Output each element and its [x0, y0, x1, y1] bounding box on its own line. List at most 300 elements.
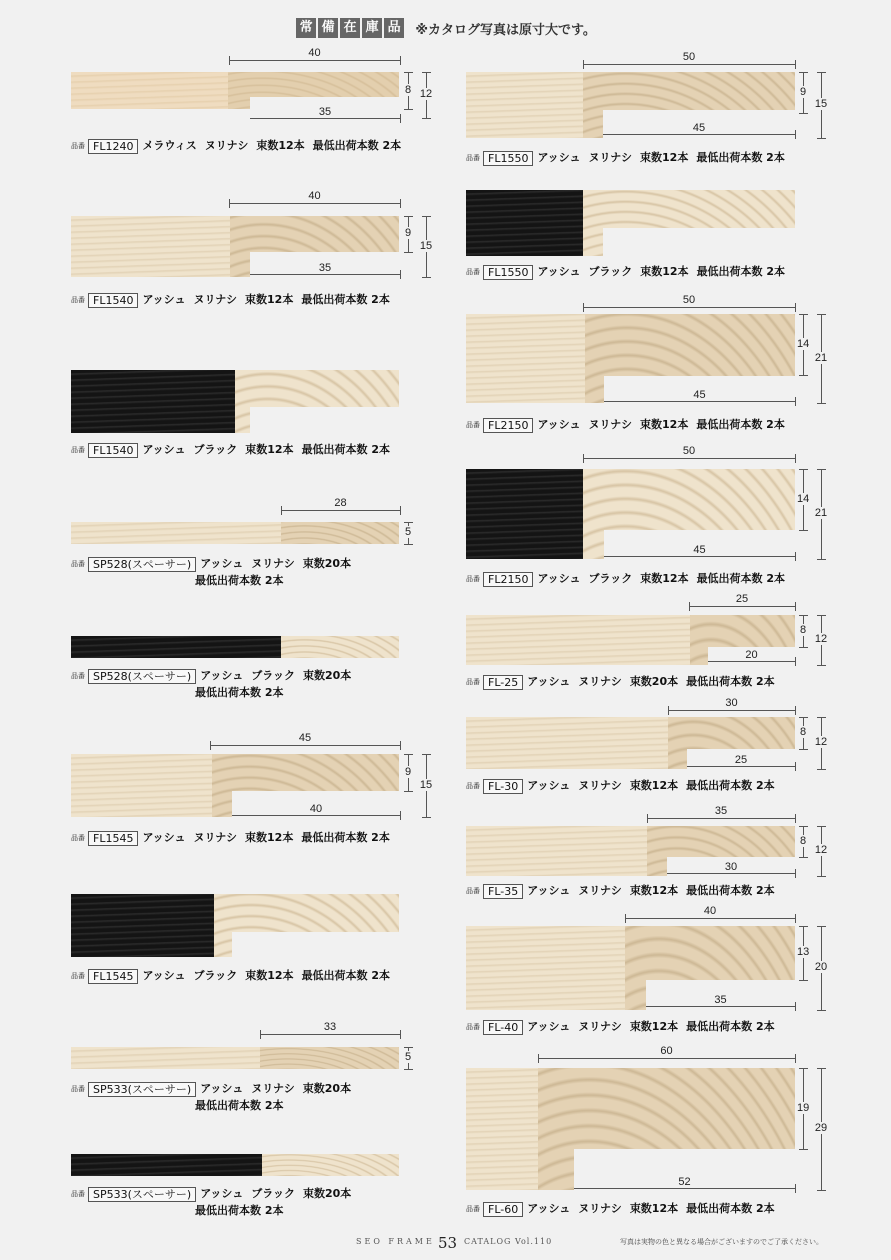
dimension-height: 9: [402, 766, 414, 778]
header-badge: 在: [340, 18, 360, 38]
page-footer: [0, 1234, 891, 1254]
dimension-width: 45: [285, 732, 325, 744]
dimension-width: 40: [690, 905, 730, 917]
minimum-order: 最低出荷本数 2本: [686, 779, 775, 792]
dimension-total-height: 12: [814, 633, 828, 645]
dimension-line: [210, 745, 400, 746]
dimension-tick: [795, 397, 796, 406]
bundle-count: 束数20本: [303, 1187, 352, 1200]
dimension-rebate-width: 45: [680, 389, 720, 401]
product-code: FL1540: [88, 443, 138, 458]
dimension-tick: [404, 791, 413, 792]
dimension-total-height: 12: [419, 88, 433, 100]
dimension-width: 30: [712, 697, 752, 709]
dimension-tick: [404, 544, 413, 545]
product-code: SP528(スペーサー): [88, 669, 196, 684]
dimension-height: 8: [797, 835, 809, 847]
footer-brand: SEO FRAME: [356, 1237, 435, 1246]
dimension-line: [250, 118, 400, 119]
product-label: [466, 882, 775, 899]
bundle-count: 束数20本: [303, 669, 352, 682]
wood-face: [466, 314, 585, 403]
bundle-count: 束数12本: [629, 1202, 679, 1215]
minimum-order: 最低出荷本数 2本: [686, 1020, 775, 1033]
wood-face: [71, 370, 235, 433]
finish: ヌリナシ: [578, 1202, 622, 1215]
wood-face: [71, 522, 281, 544]
dimension-tick: [404, 109, 413, 110]
dimension-width: 50: [669, 294, 709, 306]
dimension-rebate-width: 45: [680, 544, 720, 556]
dimension-width: 33: [310, 1021, 350, 1033]
label-prefix: 品番: [71, 142, 85, 150]
dimension-rebate-width: 30: [711, 861, 751, 873]
header-badge: 庫: [362, 18, 382, 38]
dimension-line: [647, 818, 795, 819]
dimension-tick: [400, 506, 401, 515]
wood-face: [71, 1154, 262, 1176]
dimension-tick: [817, 1010, 826, 1011]
product-label: [71, 829, 390, 846]
finish: ヌリナシ: [193, 831, 238, 844]
product-label: [466, 1200, 775, 1217]
header-badge: 常: [296, 18, 316, 38]
dimension-line: [260, 1034, 400, 1035]
dimension-tick: [404, 216, 413, 217]
dimension-rebate-width: 35: [701, 994, 741, 1006]
dimension-tick: [799, 647, 808, 648]
product-label: [71, 291, 390, 308]
dimension-tick: [817, 314, 826, 315]
dimension-tick: [799, 375, 808, 376]
dimension-height: 9: [797, 86, 809, 98]
label-prefix: 品番: [466, 782, 480, 790]
dimension-tick: [404, 754, 413, 755]
finish: ブラック: [251, 1187, 295, 1200]
dimension-tick: [400, 56, 401, 65]
minimum-order: 最低出荷本数 2本: [195, 574, 284, 587]
dimension-width: 35: [701, 805, 741, 817]
wood-species: アッシュ: [527, 675, 571, 688]
dimension-tick: [422, 817, 431, 818]
bundle-count: 束数12本: [629, 1020, 679, 1033]
product-label: [71, 967, 390, 984]
label-prefix: 品番: [71, 1190, 85, 1198]
header-badge: 備: [318, 18, 338, 38]
wood-face: [466, 615, 690, 665]
dimension-width: 40: [295, 190, 335, 202]
dimension-tick: [795, 1054, 796, 1063]
label-prefix: 品番: [466, 887, 480, 895]
dimension-tick: [625, 914, 626, 923]
dimension-tick: [422, 754, 431, 755]
product-label: [466, 149, 785, 166]
bundle-count: 束数12本: [629, 884, 679, 897]
dimension-tick: [404, 72, 413, 73]
wood-end-grain: [260, 1047, 399, 1069]
wood-species: アッシュ: [142, 293, 186, 306]
dimension-tick: [583, 303, 584, 312]
label-prefix: 品番: [71, 972, 85, 980]
product-code: FL-30: [483, 779, 523, 794]
product-code: FL2150: [483, 418, 533, 433]
dimension-tick: [817, 469, 826, 470]
product-label: [466, 416, 785, 433]
dimension-height: 14: [797, 337, 810, 350]
dimension-line: [668, 710, 795, 711]
product-code: SP528(スペーサー): [88, 557, 196, 572]
finish: ヌリナシ: [578, 1020, 622, 1033]
dimension-height: 8: [797, 624, 809, 636]
dimension-tick: [400, 270, 401, 279]
finish: ヌリナシ: [204, 139, 249, 152]
rebate-notch: [250, 407, 399, 434]
dimension-line: [689, 606, 795, 607]
wood-species: アッシュ: [200, 669, 244, 682]
dimension-height: 19: [797, 1101, 810, 1114]
dimension-width: 50: [669, 445, 709, 457]
dimension-tick: [689, 602, 690, 611]
dimension-tick: [799, 749, 808, 750]
bundle-count: 束数12本: [640, 265, 689, 278]
minimum-order: 最低出荷本数 2本: [195, 1204, 284, 1217]
dimension-tick: [422, 72, 431, 73]
bundle-count: 束数12本: [245, 969, 294, 982]
finish: ブラック: [251, 669, 295, 682]
bundle-count: 束数12本: [256, 139, 305, 152]
wood-face: [466, 926, 625, 1010]
dimension-tick: [799, 980, 808, 981]
dimension-tick: [795, 60, 796, 69]
dimension-height: 13: [797, 946, 810, 958]
product-code: FL1550: [483, 151, 533, 166]
dimension-tick: [799, 717, 808, 718]
product-code: FL-40: [483, 1020, 523, 1035]
dimension-tick: [668, 706, 669, 715]
label-prefix: 品番: [71, 834, 85, 842]
wood-end-grain: [262, 1154, 399, 1176]
dimension-line: [646, 1006, 795, 1007]
bundle-count: 束数12本: [640, 151, 689, 164]
dimension-line: [625, 918, 795, 919]
dimension-tick: [817, 615, 826, 616]
dimension-total-height: 29: [814, 1122, 828, 1134]
wood-face: [71, 754, 212, 817]
dimension-tick: [422, 277, 431, 278]
page-header: [0, 18, 891, 38]
finish: ヌリナシ: [578, 779, 622, 792]
wood-species: アッシュ: [200, 1187, 244, 1200]
dimension-tick: [229, 199, 230, 208]
wood-species: アッシュ: [200, 557, 244, 570]
product-code: FL-60: [483, 1202, 523, 1217]
label-prefix: 品番: [71, 560, 85, 568]
bundle-count: 束数12本: [245, 293, 294, 306]
bundle-count: 束数12本: [245, 443, 294, 456]
product-label: [466, 263, 785, 280]
bundle-count: 束数12本: [629, 779, 679, 792]
dimension-tick: [817, 559, 826, 560]
product-label: [466, 777, 775, 794]
dimension-tick: [817, 72, 826, 73]
wood-face: [466, 826, 647, 876]
finish: ヌリナシ: [193, 293, 238, 306]
dimension-tick: [795, 130, 796, 139]
label-prefix: 品番: [466, 575, 480, 583]
finish: ヌリナシ: [251, 557, 295, 570]
page-number: 53: [438, 1234, 458, 1252]
bundle-count: 束数20本: [629, 675, 679, 688]
product-code: FL1240: [88, 139, 138, 154]
finish: ヌリナシ: [578, 884, 622, 897]
dimension-tick: [795, 552, 796, 561]
product-code: SP533(スペーサー): [88, 1082, 196, 1097]
dimension-tick: [647, 814, 648, 823]
dimension-tick: [795, 914, 796, 923]
dimension-tick: [795, 303, 796, 312]
dimension-line: [538, 1058, 795, 1059]
dimension-tick: [795, 869, 796, 878]
minimum-order: 最低出荷本数 2本: [696, 265, 786, 278]
dimension-tick: [817, 876, 826, 877]
product-code: FL-35: [483, 884, 523, 899]
wood-face: [466, 469, 583, 559]
product-label: [71, 441, 390, 458]
bundle-count: 束数12本: [640, 572, 689, 585]
dimension-rebate-width: 25: [721, 754, 761, 766]
dimension-tick: [795, 814, 796, 823]
minimum-order: 最低出荷本数 2本: [301, 831, 390, 844]
dimension-line: [604, 401, 795, 402]
dimension-tick: [795, 1002, 796, 1011]
dimension-rebate-width: 35: [305, 262, 345, 274]
dimension-total-height: 12: [814, 736, 828, 748]
dimension-tick: [210, 741, 211, 750]
rebate-notch: [232, 932, 399, 958]
dimension-line: [583, 458, 795, 459]
dimension-tick: [583, 60, 584, 69]
dimension-tick: [795, 454, 796, 463]
product-label: [71, 555, 351, 572]
minimum-order: 最低出荷本数 2本: [312, 139, 402, 152]
dimension-tick: [799, 113, 808, 114]
dimension-line: [583, 307, 795, 308]
minimum-order: 最低出荷本数 2本: [696, 151, 785, 164]
wood-face: [71, 1047, 260, 1069]
dimension-tick: [817, 826, 826, 827]
bundle-count: 束数20本: [302, 1082, 352, 1095]
wood-face: [466, 190, 583, 256]
dimension-width: 60: [647, 1045, 687, 1057]
label-prefix: 品番: [71, 1085, 85, 1093]
product-label: [71, 1185, 351, 1202]
label-prefix: 品番: [466, 1205, 480, 1213]
dimension-line: [667, 873, 795, 874]
dimension-tick: [817, 665, 826, 666]
dimension-total-height: 20: [814, 961, 828, 973]
dimension-tick: [795, 602, 796, 611]
wood-species: アッシュ: [527, 1020, 571, 1033]
dimension-tick: [799, 1149, 808, 1150]
wood-species: アッシュ: [200, 1082, 244, 1095]
dimension-tick: [400, 741, 401, 750]
product-label: [466, 673, 775, 690]
dimension-tick: [404, 1069, 413, 1070]
product-label: [71, 667, 351, 684]
finish: ヌリナシ: [578, 675, 622, 688]
dimension-tick: [422, 118, 431, 119]
dimension-rebate-width: 52: [665, 1176, 705, 1188]
header-badge: 品: [384, 18, 404, 38]
dimension-line: [574, 1188, 795, 1189]
dimension-rebate-width: 20: [732, 649, 772, 661]
product-code: SP533(スペーサー): [88, 1187, 196, 1202]
wood-species: アッシュ: [537, 418, 581, 431]
dimension-width: 50: [669, 51, 709, 63]
product-code: FL1545: [88, 969, 138, 984]
minimum-order: 最低出荷本数 2本: [686, 675, 775, 688]
product-label: [71, 1080, 351, 1097]
dimension-tick: [538, 1054, 539, 1063]
dimension-tick: [404, 252, 413, 253]
label-prefix: 品番: [466, 678, 480, 686]
minimum-order: 最低出荷本数 2本: [696, 572, 786, 585]
dimension-tick: [404, 522, 413, 523]
wood-face: [71, 216, 230, 277]
dimension-total-height: 15: [814, 98, 828, 110]
dimension-rebate-width: 35: [305, 106, 345, 118]
dimension-tick: [817, 1190, 826, 1191]
dimension-tick: [422, 216, 431, 217]
dimension-line: [229, 60, 400, 61]
finish: ブラック: [193, 969, 238, 982]
label-prefix: 品番: [71, 446, 85, 454]
dimension-tick: [795, 1184, 796, 1193]
bundle-count: 束数20本: [302, 557, 352, 570]
wood-end-grain: [281, 636, 399, 658]
dimension-tick: [817, 769, 826, 770]
dimension-tick: [817, 138, 826, 139]
dimension-total-height: 21: [814, 507, 828, 519]
finish: ヌリナシ: [588, 418, 633, 431]
minimum-order: 最低出荷本数 2本: [195, 1099, 284, 1112]
dimension-height: 5: [402, 526, 414, 538]
wood-species: アッシュ: [537, 265, 581, 278]
dimension-tick: [400, 1030, 401, 1039]
rebate-notch: [603, 228, 795, 257]
dimension-width: 25: [722, 593, 762, 605]
wood-species: アッシュ: [142, 831, 186, 844]
bundle-count: 束数12本: [245, 831, 294, 844]
wood-species: アッシュ: [142, 443, 186, 456]
dimension-width: 40: [295, 47, 335, 59]
dimension-tick: [799, 826, 808, 827]
dimension-tick: [799, 926, 808, 927]
product-label: [466, 570, 785, 587]
dimension-height: 14: [797, 492, 810, 505]
dimension-tick: [817, 717, 826, 718]
dimension-tick: [404, 1047, 413, 1048]
finish: ヌリナシ: [588, 151, 633, 164]
dimension-tick: [817, 926, 826, 927]
wood-species: アッシュ: [527, 1202, 571, 1215]
label-prefix: 品番: [71, 296, 85, 304]
wood-end-grain: [281, 522, 399, 544]
label-prefix: 品番: [466, 154, 480, 162]
label-prefix: 品番: [71, 672, 85, 680]
dimension-rebate-width: 40: [296, 803, 336, 815]
wood-species: アッシュ: [537, 151, 581, 164]
dimension-tick: [817, 1068, 826, 1069]
dimension-rebate-width: 45: [679, 122, 719, 134]
product-code: FL1540: [88, 293, 138, 308]
dimension-height: 5: [402, 1051, 414, 1063]
wood-face: [71, 894, 214, 957]
wood-species: アッシュ: [527, 779, 571, 792]
wood-face: [71, 636, 281, 658]
dimension-tick: [799, 857, 808, 858]
minimum-order: 最低出荷本数 2本: [301, 969, 391, 982]
minimum-order: 最低出荷本数 2本: [696, 418, 785, 431]
dimension-line: [708, 661, 795, 662]
product-code: FL2150: [483, 572, 533, 587]
dimension-tick: [795, 762, 796, 771]
wood-face: [466, 717, 668, 769]
dimension-tick: [400, 811, 401, 820]
dimension-width: 28: [321, 497, 361, 509]
dimension-line: [229, 203, 400, 204]
minimum-order: 最低出荷本数 2本: [301, 443, 391, 456]
label-prefix: 品番: [466, 1023, 480, 1031]
dimension-total-height: 21: [814, 351, 828, 364]
dimension-tick: [799, 72, 808, 73]
wood-face: [71, 72, 228, 109]
wood-species: アッシュ: [537, 572, 581, 585]
dimension-total-height: 12: [814, 844, 828, 856]
dimension-line: [281, 510, 400, 511]
dimension-tick: [400, 199, 401, 208]
dimension-tick: [400, 114, 401, 123]
dimension-tick: [817, 403, 826, 404]
dimension-tick: [281, 506, 282, 515]
wood-species: アッシュ: [142, 969, 186, 982]
dimension-line: [604, 556, 795, 557]
header-note: ※カタログ写真は原寸大です。: [415, 22, 596, 38]
dimension-height: 8: [797, 726, 809, 738]
label-prefix: 品番: [466, 268, 480, 276]
minimum-order: 最低出荷本数 2本: [686, 1202, 775, 1215]
product-code: FL1545: [88, 831, 138, 846]
dimension-tick: [799, 469, 808, 470]
wood-species: メラウィス: [142, 139, 197, 152]
dimension-tick: [260, 1030, 261, 1039]
dimension-total-height: 15: [419, 239, 433, 252]
dimension-line: [232, 815, 400, 816]
dimension-tick: [229, 56, 230, 65]
dimension-line: [687, 766, 795, 767]
wood-face: [466, 72, 583, 138]
wood-species: アッシュ: [527, 884, 571, 897]
dimension-tick: [799, 314, 808, 315]
product-code: FL-25: [483, 675, 523, 690]
dimension-tick: [799, 615, 808, 616]
dimension-line: [250, 274, 400, 275]
wood-face: [466, 1068, 538, 1190]
dimension-line: [603, 134, 795, 135]
footer-disclaimer: 写真は実物の色と異なる場合がございますのでご了承ください。: [620, 1238, 823, 1246]
finish: ヌリナシ: [251, 1082, 295, 1095]
product-code: FL1550: [483, 265, 533, 280]
